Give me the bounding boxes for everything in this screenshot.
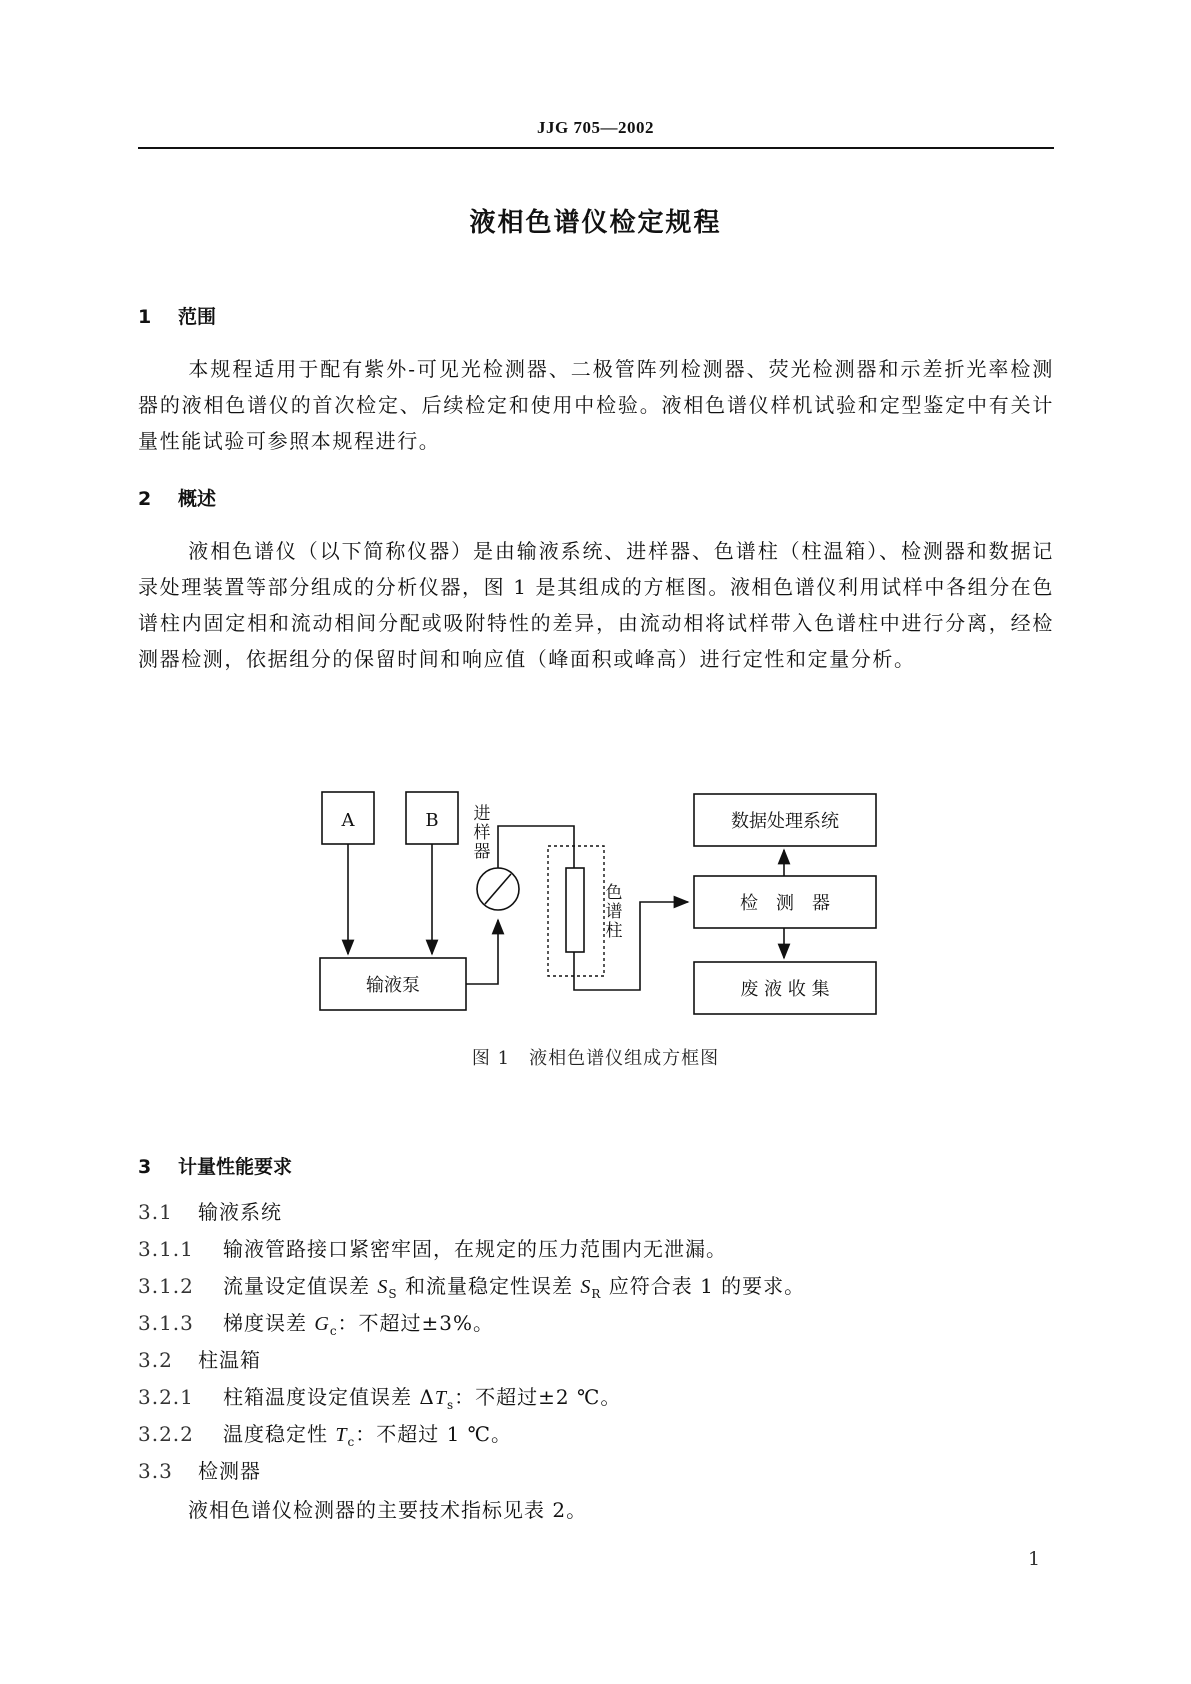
box-b-label: B: [425, 810, 439, 831]
variable-s: S: [580, 1276, 592, 1298]
standard-code: JJG 705—2002: [537, 118, 654, 137]
clause-text-pre: 温度稳定性: [223, 1422, 336, 1446]
clause-text: 检测器: [198, 1459, 261, 1483]
pump-label: 输液泵: [366, 975, 420, 996]
subscript-c: c: [347, 1435, 356, 1449]
clause-number: 3.2: [138, 1348, 173, 1372]
section-title: 计量性能要求: [178, 1156, 293, 1178]
clause-text: 输液系统: [198, 1200, 282, 1224]
section-number: 1: [138, 306, 152, 328]
column-tube: [566, 868, 584, 952]
column-label-2: 谱: [605, 902, 623, 922]
clause-3-1: [138, 1196, 282, 1225]
clause-number: 3.1.2: [138, 1274, 194, 1298]
section-number: 3: [138, 1156, 152, 1178]
clause-text: 柱温箱: [198, 1348, 261, 1372]
column-oven-box: [548, 846, 604, 976]
clause-number: 3.1: [138, 1200, 173, 1224]
waste-label: 废 液 收 集: [740, 979, 830, 1000]
clause-number: 3.1.3: [138, 1311, 194, 1335]
paragraph-text: 液相色谱仪（以下简称仪器）是由输液系统、进样器、色谱柱（柱温箱）、检测器和数据记录处理装置等部分组成的分析仪器，图 1 是其组成的方框图。液相色谱仪利用试样中各组分在色谱柱内固定相和流动相间分配或吸附特性的差异，由流动相将试样带入色谱柱中进行分离，经检测器检测，依据组分的保留时间和响应值（峰面积或峰高）进行定性和定量分析。: [138, 539, 1054, 671]
clause-3-3: [138, 1455, 261, 1484]
section-title: 概述: [178, 488, 217, 510]
section-3-heading: [138, 1152, 292, 1179]
clause-3-3-body: 液相色谱仪检测器的主要技术指标见表 2。: [188, 1498, 588, 1522]
variable-t: T: [335, 1424, 348, 1446]
subscript-r: R: [591, 1287, 602, 1301]
clause-3-2-1: [138, 1381, 621, 1412]
data-system-label: 数据处理系统: [731, 811, 839, 832]
column-label-3: 柱: [605, 921, 623, 941]
injector-label-3: 器: [473, 842, 491, 862]
injector-label-2: 样: [473, 823, 491, 843]
clause-text-pre: 流量设定值误差: [223, 1274, 378, 1298]
detector-label: 检 测 器: [740, 893, 830, 914]
clause-3-1-3: [138, 1307, 494, 1338]
box-a-label: A: [341, 810, 355, 831]
clause-text-post: ：不超过±3%。: [337, 1311, 495, 1335]
clause-3-1-1: [138, 1233, 727, 1262]
section-number: 2: [138, 488, 152, 510]
injector-label-1: 进: [473, 804, 491, 824]
clause-number: 3.1.1: [138, 1237, 194, 1261]
clause-3-1-2: [138, 1270, 805, 1301]
document-title: 液相色谱仪检定规程: [469, 208, 722, 238]
clause-text-pre: 梯度误差: [223, 1311, 315, 1335]
column-label-1: 色: [605, 883, 623, 903]
clause-number: 3.2.1: [138, 1385, 194, 1409]
variable-g: G: [314, 1313, 330, 1335]
clause-3-2-2: [138, 1418, 512, 1449]
clause-text-pre: 柱箱温度设定值误差 Δ: [223, 1385, 435, 1409]
page-number: 1: [1028, 1548, 1041, 1570]
clause-text-post: 应符合表 1 的要求。: [601, 1274, 806, 1298]
paragraph-text: 本规程适用于配有紫外-可见光检测器、二极管阵列检测器、荧光检测器和示差折光率检测器的液相色谱仪的首次检定、后续检定和使用中检验。液相色谱仪样机试验和定型鉴定中有关计量性能试验可参照本规程进行。: [138, 357, 1054, 453]
figure-caption: 图 1 液相色谱仪组成方框图: [471, 1048, 720, 1069]
clause-text-mid: 和流量稳定性误差: [397, 1274, 581, 1298]
section-title: 范围: [178, 306, 217, 328]
clause-text-post: ：不超过 1 ℃。: [355, 1422, 513, 1446]
clause-number: 3.2.2: [138, 1422, 194, 1446]
variable-t: T: [434, 1387, 447, 1409]
clause-text-post: ：不超过±2 ℃。: [454, 1385, 622, 1409]
subscript-c: c: [329, 1324, 338, 1338]
subscript-s: s: [446, 1398, 455, 1412]
subscript-s: S: [388, 1287, 398, 1301]
clause-number: 3.3: [138, 1459, 173, 1483]
variable-s: S: [377, 1276, 389, 1298]
clause-3-2: [138, 1344, 261, 1373]
clause-text: 输液管路接口紧密牢固，在规定的压力范围内无泄漏。: [223, 1237, 727, 1261]
